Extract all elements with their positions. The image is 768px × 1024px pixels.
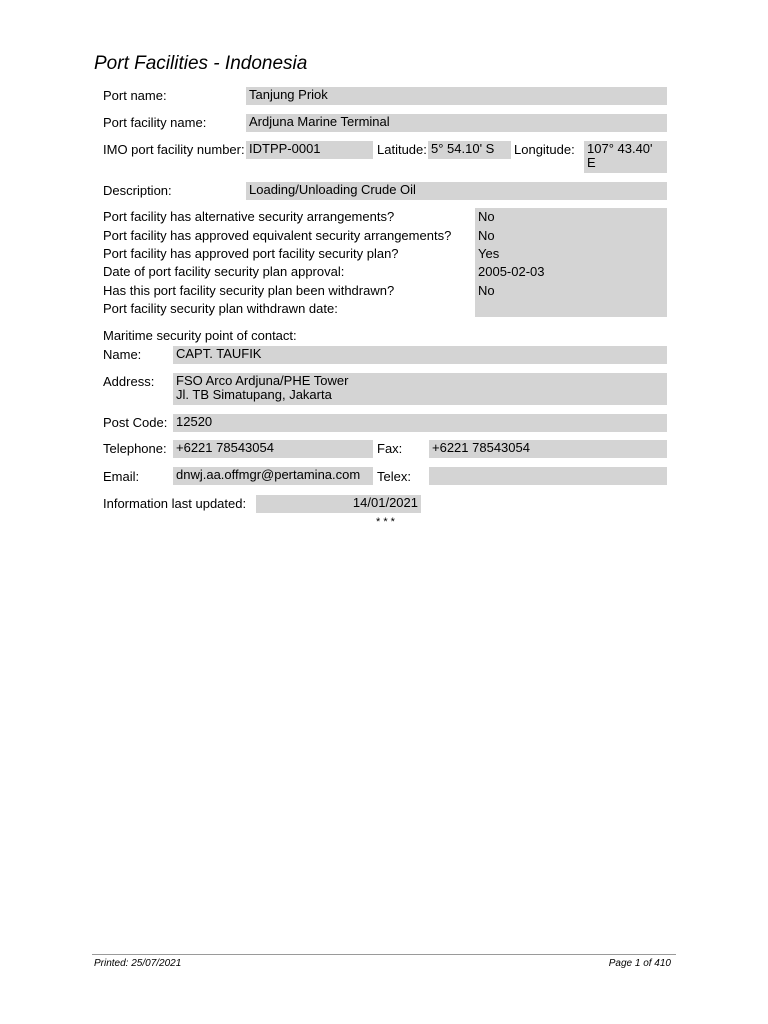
imo-number-label: IMO port facility number: bbox=[103, 142, 245, 157]
security-answer: No bbox=[478, 209, 495, 224]
telephone-value: +6221 78543054 bbox=[173, 440, 373, 458]
address-line2: Jl. TB Simatupang, Jakarta bbox=[176, 387, 332, 402]
security-question: Port facility security plan withdrawn date: bbox=[103, 301, 338, 316]
fax-label: Fax: bbox=[377, 441, 403, 456]
postcode-value: 12520 bbox=[173, 414, 667, 432]
telephone-label: Telephone: bbox=[103, 441, 167, 456]
security-question: Port facility has alternative security arrangements? bbox=[103, 209, 395, 224]
telex-value bbox=[429, 467, 667, 485]
address-label: Address: bbox=[103, 374, 155, 389]
facility-name-value: Ardjuna Marine Terminal bbox=[246, 114, 667, 132]
address-value bbox=[173, 373, 667, 405]
contact-name-value: CAPT. TAUFIK bbox=[173, 346, 667, 364]
facility-name-label: Port facility name: bbox=[103, 115, 207, 130]
security-answer: No bbox=[478, 228, 495, 243]
security-answer: Yes bbox=[478, 246, 500, 261]
security-question: Date of port facility security plan approval: bbox=[103, 264, 345, 279]
security-answers bbox=[475, 208, 667, 317]
longitude-value-line2: E bbox=[587, 155, 596, 170]
footer-printed-date: Printed: 25/07/2021 bbox=[94, 958, 182, 969]
end-separator: * * * bbox=[376, 516, 395, 528]
last-updated-value: 14/01/2021 bbox=[256, 495, 421, 513]
security-answer: 2005-02-03 bbox=[478, 264, 545, 279]
email-value: dnwj.aa.offmgr@pertamina.com bbox=[173, 467, 373, 485]
longitude-value-line1: 107° 43.40' bbox=[587, 141, 653, 156]
description-label: Description: bbox=[103, 183, 172, 198]
latitude-label: Latitude: bbox=[377, 142, 427, 157]
telex-label: Telex: bbox=[377, 469, 411, 484]
security-question: Port facility has approved port facility security plan? bbox=[103, 246, 399, 261]
port-name-label: Port name: bbox=[103, 88, 167, 103]
address-line1: FSO Arco Ardjuna/PHE Tower bbox=[176, 373, 349, 388]
security-question: Port facility has approved equivalent security arrangements? bbox=[103, 228, 452, 243]
imo-number-value: IDTPP-0001 bbox=[246, 141, 373, 159]
footer-page-number: Page 1 of 410 bbox=[608, 958, 671, 969]
contact-heading: Maritime security point of contact: bbox=[103, 328, 297, 343]
security-answer: No bbox=[478, 283, 495, 298]
description-value: Loading/Unloading Crude Oil bbox=[246, 182, 667, 200]
page-title: Port Facilities - Indonesia bbox=[94, 53, 308, 74]
fax-value: +6221 78543054 bbox=[429, 440, 667, 458]
email-label: Email: bbox=[103, 469, 140, 484]
longitude-value bbox=[584, 141, 667, 173]
last-updated-label: Information last updated: bbox=[103, 496, 247, 511]
latitude-value: 5° 54.10' S bbox=[428, 141, 511, 159]
contact-name-label: Name: bbox=[103, 347, 142, 362]
port-name-value: Tanjung Priok bbox=[246, 87, 667, 105]
longitude-label: Longitude: bbox=[514, 142, 575, 157]
footer-rule bbox=[92, 954, 676, 955]
security-question: Has this port facility security plan been withdrawn? bbox=[103, 283, 395, 298]
postcode-label: Post Code: bbox=[103, 415, 168, 430]
